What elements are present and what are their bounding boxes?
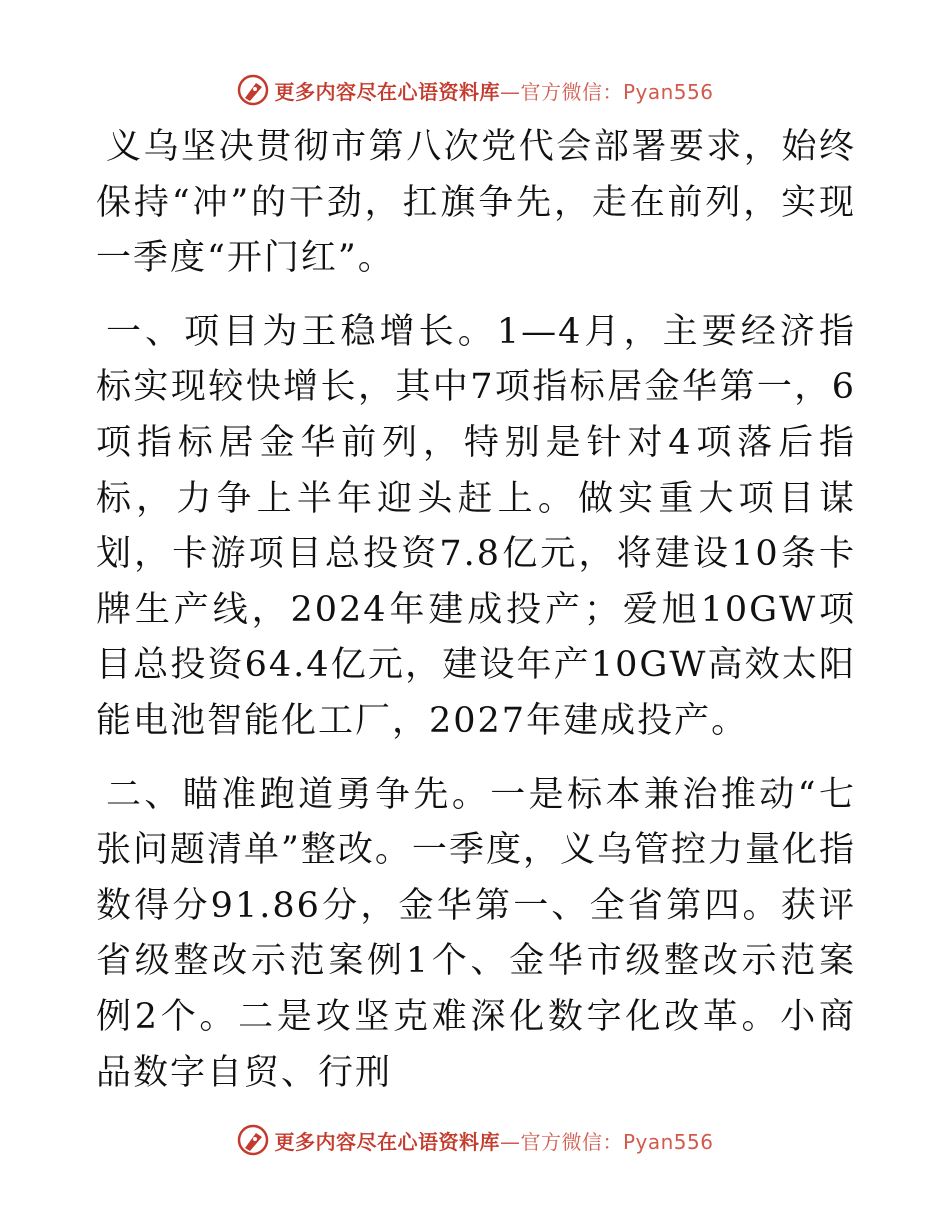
pen-nib-logo-icon bbox=[236, 73, 270, 107]
paragraph-section-1: 一、项目为王稳增长。1—4月，主要经济指标实现较快增长，其中7项指标居金华第一，6项指标居金华前列，特别是针对4项落后指标，力争上半年迎头赶上。做实重大项目谋划，卡游项目总投资7.8亿元，将建设10条卡牌生产线，2024年建成投产；爱旭10GW项目总投资64.4亿元，建设年产10GW高效太阳能电池智能化工厂，2027年建成投产。 bbox=[96, 311, 856, 741]
header-watermark bbox=[0, 70, 950, 110]
document-body bbox=[96, 120, 856, 1119]
watermark-text: 更多内容尽在心语资料库—官方微信：Pyan556 bbox=[274, 1129, 714, 1154]
paragraph-section-2: 二、瞄准跑道勇争先。一是标本兼治推动“七张问题清单”整改。一季度，义乌管控力量化指数得分91.86分，金华第一、全省第四。获评省级整改示范案例1个、金华市级整改示范案例2个。二是攻坚克难深化数字化改革。小商品数字自贸、行刑 bbox=[96, 774, 856, 1093]
footer-watermark bbox=[0, 1120, 950, 1160]
paragraph-intro: 义乌坚决贯彻市第八次党代会部署要求，始终保持“冲”的干劲，扛旗争先，走在前列，实现一季度“开门红”。 bbox=[96, 127, 856, 279]
pen-nib-logo-icon bbox=[236, 1123, 270, 1157]
watermark-text: 更多内容尽在心语资料库—官方微信：Pyan556 bbox=[274, 79, 714, 104]
